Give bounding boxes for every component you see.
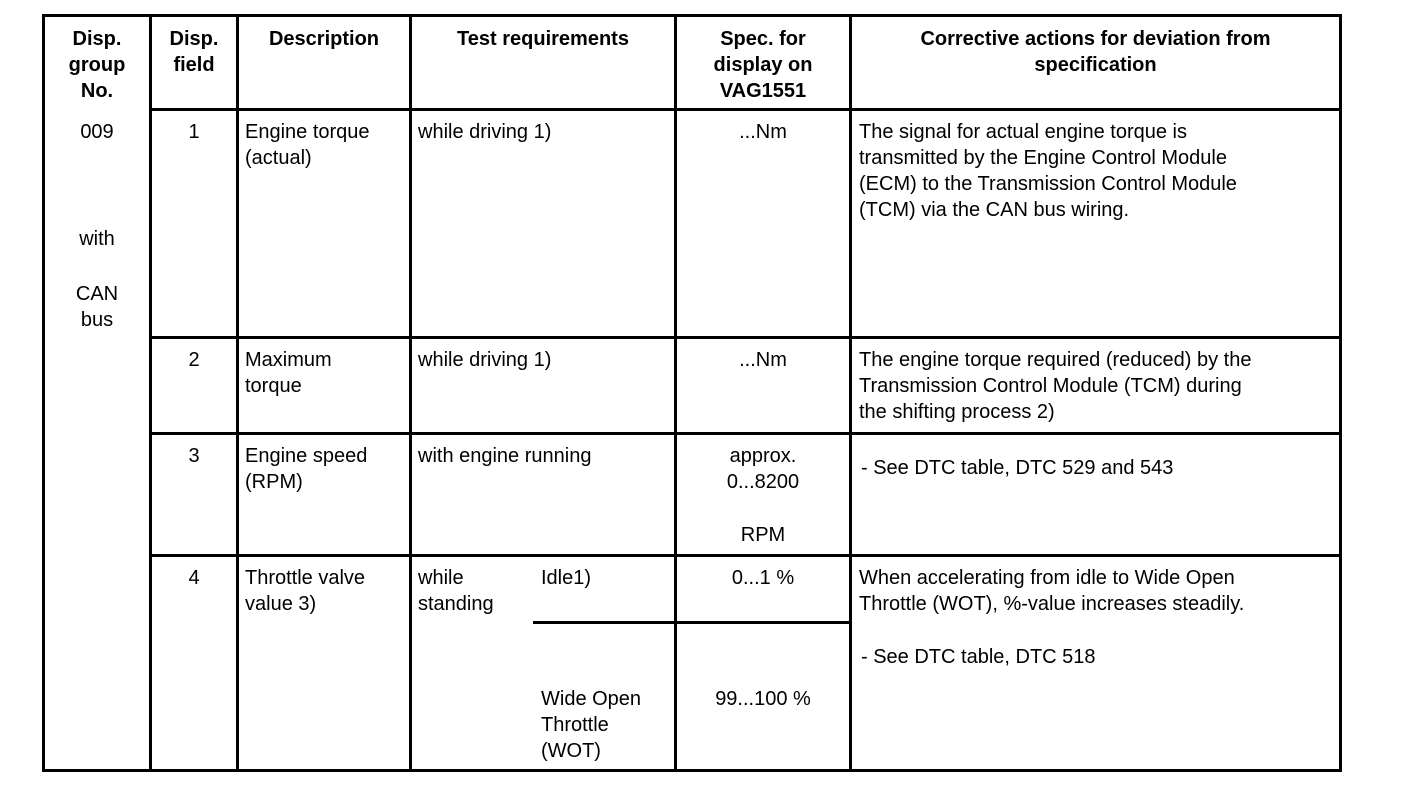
row4-corrective-extra: - See DTC table, DTC 518 xyxy=(861,646,1096,668)
group-note-can-bus xyxy=(45,281,149,333)
row2-field: 2 xyxy=(188,349,200,371)
row1-spec-line: ...Nm xyxy=(739,121,787,143)
row4-test-line: standing xyxy=(418,593,494,615)
group-note-line: CAN xyxy=(75,283,119,305)
row2-description-line: Maximum xyxy=(245,349,332,371)
header-corrective xyxy=(852,26,1339,78)
row1-corrective xyxy=(859,119,1237,223)
header-divider xyxy=(149,108,1342,111)
row3-corrective xyxy=(861,455,1173,481)
row2-corrective-line: The engine torque required (reduced) by the xyxy=(859,349,1252,371)
group-number: 009 xyxy=(80,121,114,143)
condition-divider xyxy=(533,621,852,624)
column-divider-5 xyxy=(849,14,852,772)
header-spec xyxy=(677,26,849,104)
row4-condition-line: Throttle xyxy=(541,714,609,736)
row1-corrective-line: transmitted by the Engine Control Module xyxy=(859,147,1227,169)
row4-field: 4 xyxy=(188,567,200,589)
row3-spec xyxy=(677,443,849,495)
row4-corrective-line: When accelerating from idle to Wide Open xyxy=(859,567,1235,589)
row-divider-1 xyxy=(149,336,1342,339)
header-description-line: Description xyxy=(268,28,380,50)
row1-field: 1 xyxy=(188,121,200,143)
header-group-line: No. xyxy=(80,80,114,102)
group-note-with: with xyxy=(79,228,115,250)
row1-description-line: (actual) xyxy=(245,147,312,169)
row4-description-line: Throttle valve xyxy=(245,567,366,589)
row4-spec-wot: 99...100 % xyxy=(715,688,811,710)
row1-test xyxy=(418,119,551,145)
row2-corrective-line: the shifting process 2) xyxy=(859,401,1055,423)
row2-corrective xyxy=(859,347,1251,425)
row1-spec xyxy=(677,119,849,145)
row3-description xyxy=(245,443,367,495)
row2-spec-line: ...Nm xyxy=(739,349,787,371)
row3-description-line: (RPM) xyxy=(245,471,303,493)
header-test xyxy=(412,26,674,52)
row3-description-line: Engine speed xyxy=(245,445,368,467)
column-divider-3 xyxy=(409,14,412,772)
row2-test xyxy=(418,347,551,373)
row2-description-line: torque xyxy=(245,375,302,397)
header-spec-line: display on xyxy=(713,54,813,76)
header-spec-line: Spec. for xyxy=(720,28,806,50)
row4-condition-line: (WOT) xyxy=(541,740,601,762)
row2-test-line: while driving 1) xyxy=(418,349,552,371)
row4-corrective-line: Throttle (WOT), %-value increases steadily. xyxy=(859,593,1245,615)
header-group-line: Disp. xyxy=(72,28,122,50)
row2-description xyxy=(245,347,332,399)
row4-spec-idle: 0...1 % xyxy=(731,567,795,589)
header-spec-line: VAG1551 xyxy=(719,80,807,102)
row3-spec-line: approx. xyxy=(729,445,797,467)
row4-description xyxy=(245,565,365,617)
header-group-line: group xyxy=(68,54,126,76)
row-divider-3 xyxy=(149,554,1342,557)
row4-description-line: value 3) xyxy=(245,593,317,615)
row4-corrective xyxy=(859,565,1244,617)
row4-condition-line: Wide Open xyxy=(541,688,642,710)
row3-spec-unit: RPM xyxy=(740,524,786,546)
row3-test xyxy=(418,443,591,469)
row1-corrective-line: The signal for actual engine torque is xyxy=(859,121,1187,143)
row2-corrective-line: Transmission Control Module (TCM) during xyxy=(859,375,1242,397)
row4-condition-line: Idle1) xyxy=(541,567,592,589)
header-field-line: field xyxy=(173,54,215,76)
row1-test-line: while driving 1) xyxy=(418,121,552,143)
header-corrective-line: specification xyxy=(1034,54,1157,76)
header-corrective-line: Corrective actions for deviation from xyxy=(920,28,1271,50)
header-test-line: Test requirements xyxy=(457,28,629,50)
row4-test xyxy=(418,565,494,617)
row1-corrective-line: (TCM) via the CAN bus wiring. xyxy=(859,199,1130,221)
row4-condition-idle xyxy=(541,565,591,591)
row1-description-line: Engine torque xyxy=(245,121,370,143)
row3-corrective-line: - See DTC table, DTC 529 and 543 xyxy=(861,457,1174,479)
table-border-right xyxy=(1339,14,1342,772)
row1-description xyxy=(245,119,370,171)
header-field xyxy=(152,26,236,78)
row3-spec-line: 0...8200 xyxy=(726,471,800,493)
row2-spec xyxy=(677,347,849,373)
row4-test-line: while xyxy=(418,567,464,589)
row3-field: 3 xyxy=(188,445,200,467)
column-divider-2 xyxy=(236,14,239,772)
header-group xyxy=(45,26,149,104)
group-note-line: bus xyxy=(80,309,114,331)
row3-test-line: with engine running xyxy=(418,445,592,467)
header-field-line: Disp. xyxy=(169,28,219,50)
header-description xyxy=(239,26,409,52)
row1-corrective-line: (ECM) to the Transmission Control Module xyxy=(859,173,1237,195)
row4-condition-wot xyxy=(541,686,641,764)
row-divider-2 xyxy=(149,432,1342,435)
